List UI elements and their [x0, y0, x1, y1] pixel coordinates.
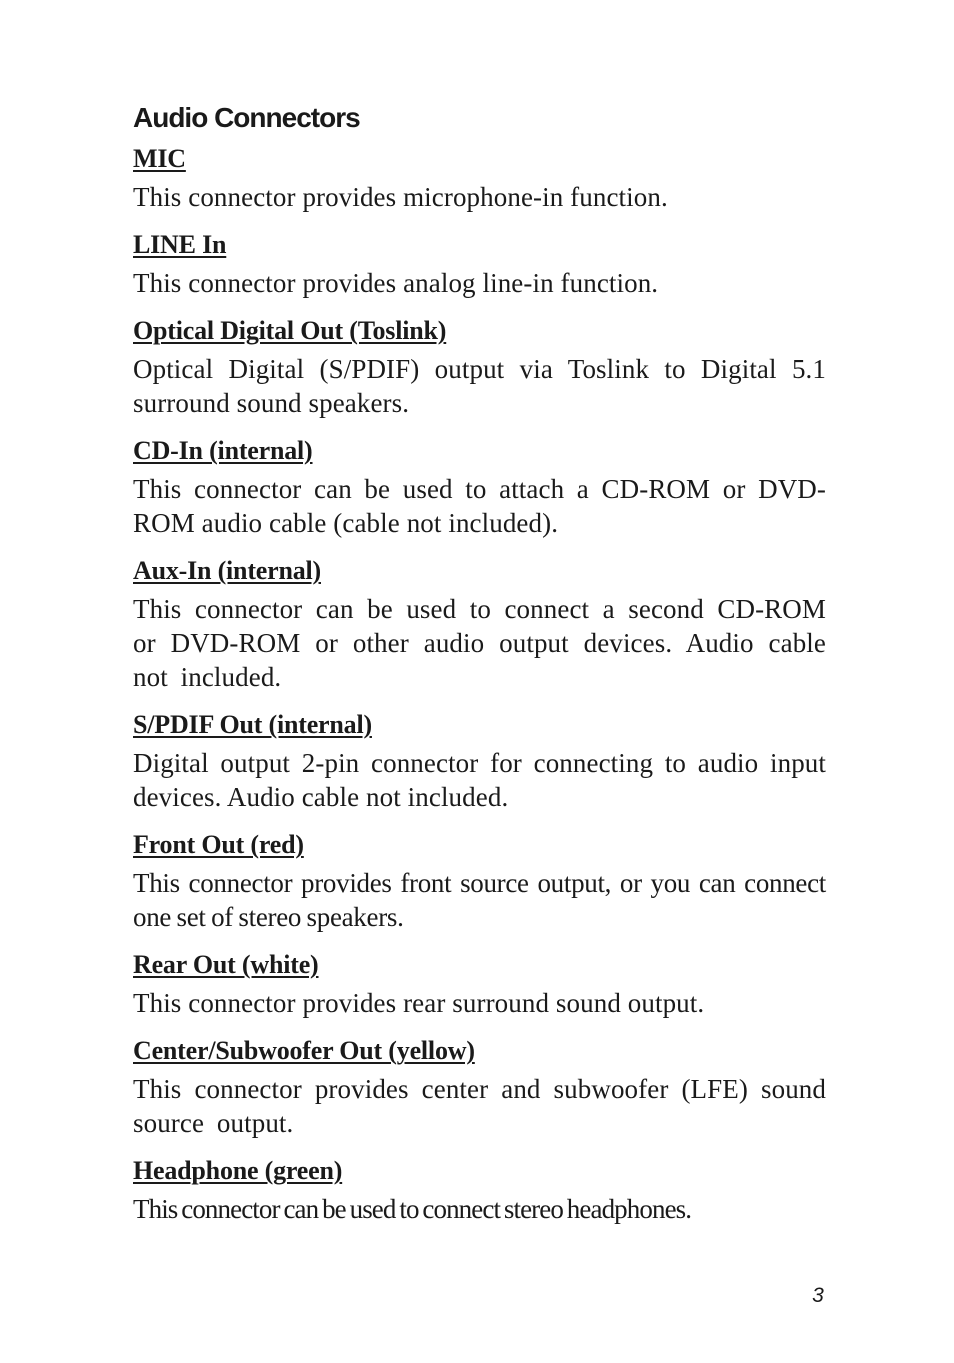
entry-body: This connector can be used to attach a CD-ROM or DVD-ROM audio cable (cable not included).: [133, 474, 826, 538]
entry-center-subwoofer-out: [133, 1034, 826, 1140]
entry-body: This connector provides microphone-in function.: [133, 182, 668, 212]
entry-body: This connector provides rear surround sound output.: [133, 988, 705, 1018]
entry-spdif-out: [133, 708, 826, 814]
entry-aux-in: [133, 554, 826, 694]
entry-body: This connector can be used to connect stereo headphones.: [133, 1194, 692, 1224]
entry-heading: Front Out (red): [133, 830, 304, 859]
entry-cd-in: [133, 434, 826, 540]
entry-line-in: [133, 228, 826, 300]
entry-body: This connector provides center and subwoofer (LFE) sound source output.: [133, 1074, 826, 1138]
entry-body: This connector provides analog line-in function.: [133, 268, 659, 298]
entry-heading: MIC: [133, 144, 186, 173]
page-number: 3: [812, 1284, 824, 1307]
entry-heading: CD-In (internal): [133, 436, 313, 465]
entry-heading: Headphone (green): [133, 1156, 343, 1185]
entry-mic: [133, 142, 826, 214]
entry-heading: LINE In: [133, 230, 227, 259]
entry-heading: Center/Subwoofer Out (yellow): [133, 1036, 475, 1065]
entry-front-out: [133, 828, 826, 934]
entry-optical-digital-out: [133, 314, 826, 420]
entry-headphone: [133, 1154, 826, 1226]
entry-body: Optical Digital (S/PDIF) output via Toslink to Digital 5.1 surround sound speakers.: [133, 354, 826, 418]
entry-heading: Aux-In (internal): [133, 556, 321, 585]
entry-body: Digital output 2-pin connector for connecting to audio input devices. Audio cable not included.: [133, 748, 826, 812]
entry-body: This connector can be used to connect a second CD-ROM or DVD-ROM or other audio output devices. Audio cable not included.: [133, 594, 826, 692]
entry-body: This connector provides front source output, or you can connect one set of stereo speakers.: [133, 868, 826, 932]
entry-heading: Optical Digital Out (Toslink): [133, 316, 447, 345]
document-page: [133, 98, 826, 1240]
section-title: Audio Connectors: [133, 102, 360, 133]
entry-rear-out: [133, 948, 826, 1020]
entry-heading: Rear Out (white): [133, 950, 319, 979]
entry-heading: S/PDIF Out (internal): [133, 710, 372, 739]
